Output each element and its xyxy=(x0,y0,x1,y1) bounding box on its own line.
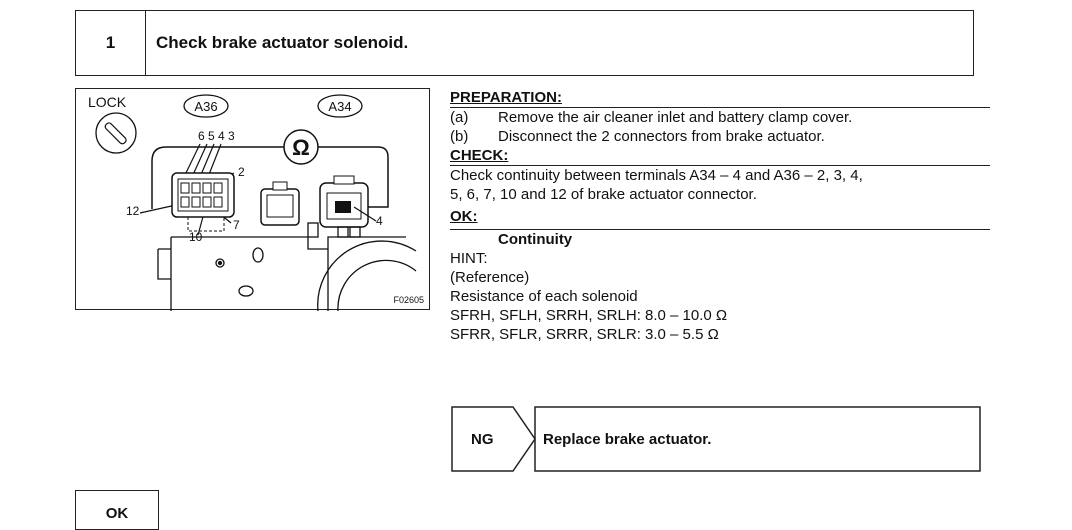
ok-result-box xyxy=(75,490,159,530)
connector-a36-callout xyxy=(184,95,228,117)
ok-box-label: OK xyxy=(105,505,129,522)
hint-heading: HINT: xyxy=(450,250,488,267)
svg-text:Ω: Ω xyxy=(292,135,310,160)
pin-label-4: 4 xyxy=(376,214,383,228)
pin-label-2: 2 xyxy=(238,165,245,179)
preparation-item-b xyxy=(450,127,990,146)
step-number: 1 xyxy=(76,11,146,75)
hint-line-3: SFRH, SFLH, SRRH, SRLH: 8.0 – 10.0 Ω xyxy=(450,307,728,324)
item-text: Disconnect the 2 connectors from brake actuator. xyxy=(498,128,825,145)
ng-result-box xyxy=(451,406,981,472)
hint-line-4: SFRR, SFLR, SRRR, SRLR: 3.0 – 5.5 Ω xyxy=(450,326,719,343)
instruction-text xyxy=(450,88,990,344)
ng-label: NG xyxy=(471,430,494,448)
check-line-2: 5, 6, 7, 10 and 12 of brake actuator connector. xyxy=(450,186,757,203)
connector-a36-body xyxy=(172,173,234,231)
pin-label-10: 10 xyxy=(189,230,203,244)
hint-line-2: Resistance of each solenoid xyxy=(450,288,638,305)
check-heading: CHECK: xyxy=(450,147,509,164)
item-label: (b) xyxy=(450,128,469,145)
item-text: Remove the air cleaner inlet and battery clamp cover. xyxy=(498,109,853,126)
pin-label-6543: 6 5 4 3 xyxy=(198,129,235,143)
ohmmeter-icon xyxy=(284,130,318,164)
step-title: Check brake actuator solenoid. xyxy=(156,33,409,52)
lock-label: LOCK xyxy=(88,94,127,110)
middle-connector xyxy=(261,182,299,225)
pin-label-12: 12 xyxy=(126,204,140,218)
hint-line-1: (Reference) xyxy=(450,269,530,286)
svg-text:A34: A34 xyxy=(328,99,352,114)
step-header xyxy=(75,10,974,76)
pin-label-7: 7 xyxy=(233,218,240,232)
ok-heading: OK: xyxy=(450,208,478,225)
check-line-1: Check continuity between terminals A34 – 4 and A36 – 2, 3, 4, xyxy=(450,165,990,185)
ng-action: Replace brake actuator. xyxy=(543,430,712,448)
svg-text:A36: A36 xyxy=(194,99,218,114)
ignition-lock-icon xyxy=(96,113,136,153)
preparation-heading: PREPARATION: xyxy=(450,89,562,106)
figure-code: F02605 xyxy=(393,295,424,305)
ok-value: Continuity xyxy=(450,229,990,249)
item-label: (a) xyxy=(450,109,469,126)
connector-diagram xyxy=(75,88,430,310)
preparation-item-a xyxy=(450,107,990,127)
connector-a34-callout xyxy=(318,95,362,117)
